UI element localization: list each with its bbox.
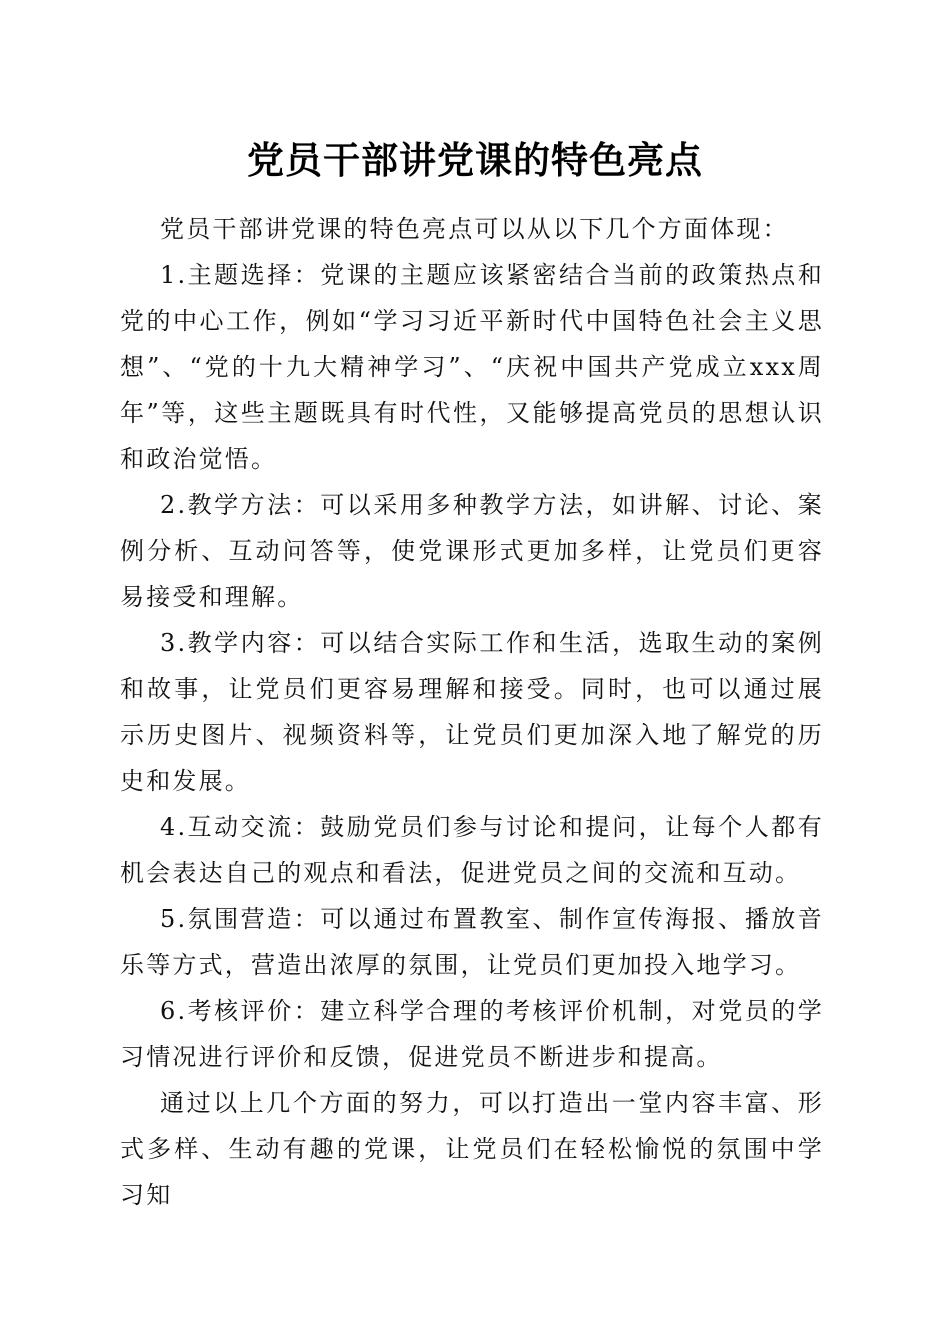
paragraph-atmosphere: 5.氛围营造：可以通过布置教室、制作宣传海报、播放音乐等方式，营造出浓厚的氛围，让党员们更加投入地学习。 xyxy=(120,905,824,979)
document-title: 党员干部讲党课的特色亮点 xyxy=(247,138,703,182)
paragraph-topic-selection: 1.主题选择：党课的主题应该紧密结合当前的政策热点和党的中心工作，例如“学习习近平新时代中国特色社会主义思想”、“党的十九大精神学习”、“庆祝中国共产党成立xxx周年”等，这些主题既具有时代性，又能够提高党员的思想认识和政治觉悟。 xyxy=(120,261,824,473)
document-body xyxy=(120,206,824,1218)
paragraph-teaching-content: 3.教学内容：可以结合实际工作和生活，选取生动的案例和故事，让党员们更容易理解和接受。同时，也可以通过展示历史图片、视频资料等，让党员们更加深入地了解党的历史和发展。 xyxy=(120,629,824,795)
paragraph-interaction: 4.互动交流：鼓励党员们参与讨论和提问，让每个人都有机会表达自己的观点和看法，促进党员之间的交流和互动。 xyxy=(120,813,824,887)
paragraph-assessment: 6.考核评价：建立科学合理的考核评价机制，对党员的学习情况进行评价和反馈，促进党员不断进步和提高。 xyxy=(120,997,824,1071)
intro-paragraph: 党员干部讲党课的特色亮点可以从以下几个方面体现： xyxy=(160,215,789,243)
conclusion-paragraph: 通过以上几个方面的努力，可以打造出一堂内容丰富、形式多样、生动有趣的党课，让党员们在轻松愉悦的氛围中学习知 xyxy=(120,1089,824,1209)
paragraph-teaching-method: 2.教学方法：可以采用多种教学方法，如讲解、讨论、案例分析、互动问答等，使党课形式更加多样，让党员们更容易接受和理解。 xyxy=(120,491,824,611)
